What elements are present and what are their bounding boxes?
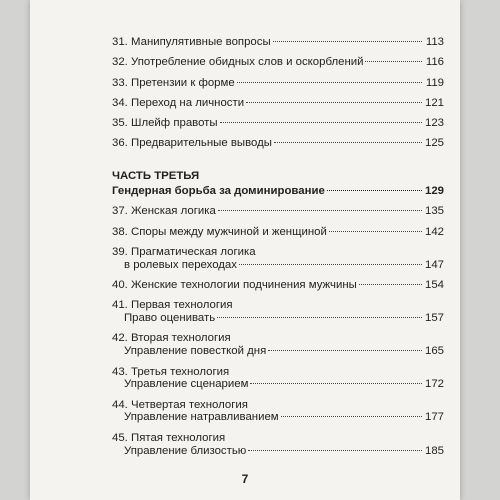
toc-page: 142 bbox=[424, 225, 444, 238]
toc-title: Первая технология bbox=[131, 299, 233, 312]
toc-entry bbox=[112, 205, 444, 218]
toc-num: 31. bbox=[112, 36, 128, 48]
toc-page: 123 bbox=[424, 117, 444, 130]
toc-entry bbox=[112, 77, 444, 90]
toc-title: Женские технологии подчинения мужчины bbox=[131, 279, 357, 292]
toc-num: 37. bbox=[112, 205, 128, 218]
leader-dots bbox=[250, 382, 422, 384]
toc-num: 38. bbox=[112, 225, 128, 238]
leader-dots bbox=[281, 415, 422, 417]
book-page bbox=[30, 0, 460, 500]
toc-page: 116 bbox=[425, 56, 444, 69]
toc-num: 45. bbox=[112, 431, 128, 444]
toc-num: 44. bbox=[112, 398, 128, 411]
leader-dots bbox=[246, 101, 422, 103]
toc-page: 185 bbox=[424, 444, 444, 457]
toc-page: 165 bbox=[424, 345, 444, 358]
toc-entry bbox=[112, 432, 444, 458]
leader-dots bbox=[359, 283, 422, 285]
toc-entry bbox=[112, 399, 444, 425]
toc-title: Пятая технология bbox=[131, 431, 226, 444]
toc-title: Женская логика bbox=[131, 205, 216, 218]
toc-num: 35. bbox=[112, 117, 128, 130]
toc-entry bbox=[112, 117, 444, 130]
toc-title: Прагматическая логика bbox=[131, 245, 256, 258]
toc-title: Предварительные выводы bbox=[131, 137, 272, 150]
toc-num: 42. bbox=[112, 332, 128, 345]
part-title: Гендерная борьба за доминирование bbox=[112, 185, 325, 198]
leader-dots bbox=[239, 263, 422, 265]
toc-num: 41. bbox=[112, 299, 128, 312]
toc-entry bbox=[112, 226, 444, 239]
part-page: 129 bbox=[424, 185, 444, 198]
leader-dots bbox=[248, 449, 422, 451]
toc-title: Споры между мужчиной и женщиной bbox=[131, 225, 327, 238]
toc-entry bbox=[112, 332, 444, 358]
part-label: ЧАСТЬ ТРЕТЬЯ bbox=[112, 170, 200, 183]
toc-title-cont: Управление повесткой дня bbox=[124, 345, 267, 358]
toc-title: Переход на личности bbox=[131, 96, 245, 109]
toc-page: 121 bbox=[424, 96, 444, 109]
table-of-contents bbox=[112, 36, 444, 465]
toc-page: 157 bbox=[424, 312, 444, 325]
toc-num: 40. bbox=[112, 279, 128, 292]
toc-title: Третья технология bbox=[131, 365, 230, 378]
toc-title-cont: Право оценивать bbox=[124, 312, 216, 325]
leader-dots bbox=[237, 81, 422, 83]
toc-entry bbox=[112, 299, 444, 325]
leader-dots bbox=[217, 316, 422, 318]
toc-num: 34. bbox=[112, 96, 128, 109]
toc-num: 33. bbox=[112, 76, 128, 89]
leader-dots bbox=[327, 189, 422, 191]
toc-title-cont: Управление сценарием bbox=[124, 378, 249, 391]
toc-num: 36. bbox=[112, 137, 128, 150]
toc-entry bbox=[112, 97, 444, 110]
toc-entry bbox=[112, 279, 444, 292]
toc-title: Четвертая технология bbox=[131, 398, 248, 411]
part-title-entry bbox=[112, 185, 444, 198]
toc-title-cont: в ролевых переходах bbox=[124, 258, 237, 271]
leader-dots bbox=[220, 121, 422, 123]
toc-page: 154 bbox=[424, 279, 444, 292]
toc-title: Манипулятивные вопросы bbox=[131, 36, 271, 48]
toc-title: Вторая технология bbox=[131, 332, 231, 345]
toc-entry bbox=[112, 36, 444, 49]
toc-entry bbox=[112, 246, 444, 272]
leader-dots bbox=[218, 209, 422, 211]
toc-title: Употребление обидных слов и оскорблений bbox=[131, 56, 364, 69]
toc-entry bbox=[112, 137, 444, 150]
toc-page: 135 bbox=[424, 205, 444, 218]
toc-page: 172 bbox=[424, 378, 444, 391]
toc-page: 113 bbox=[425, 36, 444, 48]
toc-entry bbox=[112, 366, 444, 392]
toc-title-cont: Управление близостью bbox=[124, 444, 247, 457]
leader-dots bbox=[268, 349, 422, 351]
toc-num: 32. bbox=[112, 56, 128, 69]
toc-num: 39. bbox=[112, 245, 128, 258]
toc-num: 43. bbox=[112, 365, 128, 378]
leader-dots bbox=[329, 230, 422, 232]
toc-page: 119 bbox=[425, 76, 444, 89]
toc-title-cont: Управление натравливанием bbox=[124, 411, 279, 424]
toc-page: 125 bbox=[424, 137, 444, 150]
toc-entry bbox=[112, 56, 444, 69]
leader-dots bbox=[273, 40, 422, 42]
toc-page: 177 bbox=[424, 411, 444, 424]
toc-title: Претензии к форме bbox=[131, 76, 235, 89]
toc-title: Шлейф правоты bbox=[131, 117, 218, 130]
page-number: 7 bbox=[241, 472, 249, 486]
leader-dots bbox=[365, 60, 422, 62]
toc-page: 147 bbox=[424, 258, 444, 271]
leader-dots bbox=[274, 141, 422, 143]
